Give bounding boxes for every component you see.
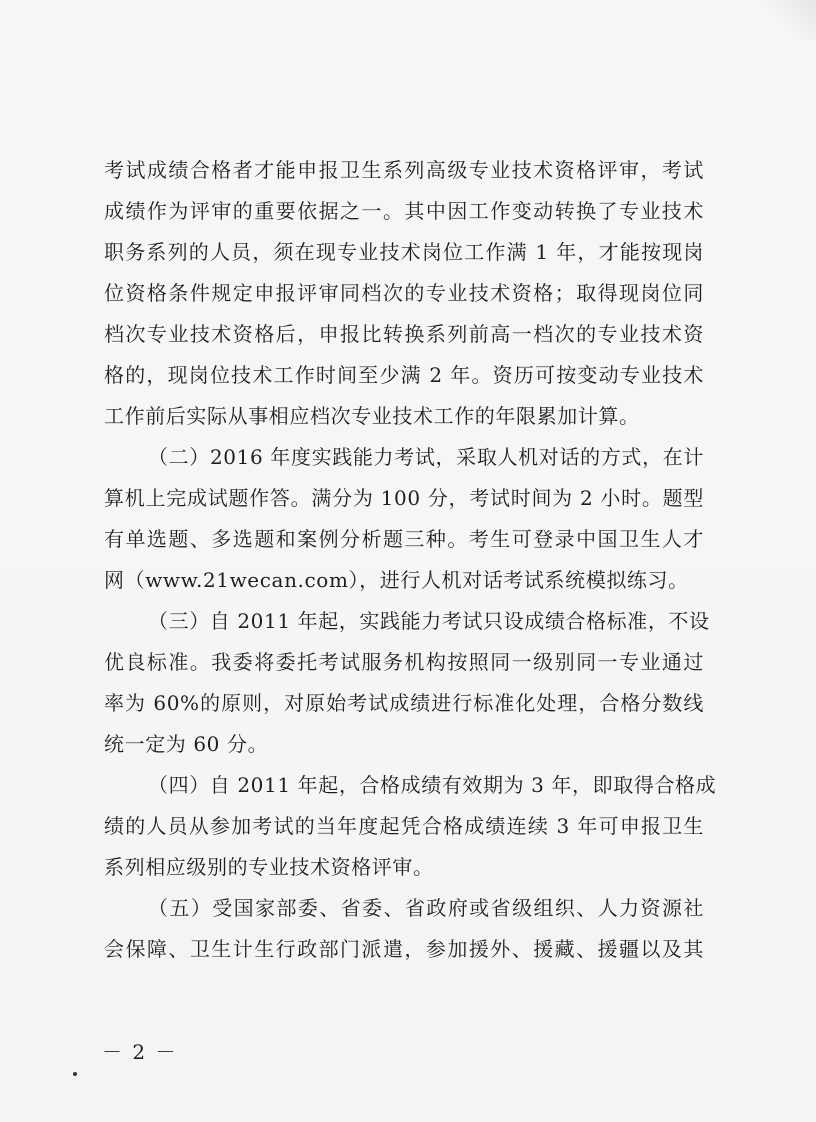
document-body bbox=[104, 150, 717, 970]
body-line-15: 统一定为 60 分。 bbox=[104, 732, 269, 756]
body-line-20: 会保障、卫生计生行政部门派遣，参加援外、援藏、援疆以及其 bbox=[104, 937, 704, 961]
body-line-5: 档次专业技术资格后，申报比转换系列前高一档次的专业技术资 bbox=[104, 322, 704, 346]
body-line-18: 系列相应级别的专业技术资格评审。 bbox=[104, 855, 434, 879]
body-line-13: 优良标准。我委将委托考试服务机构按照同一级别同一专业通过 bbox=[104, 650, 704, 674]
body-line-6: 格的，现岗位技术工作时间至少满 2 年。资历可按变动专业技术 bbox=[104, 363, 704, 387]
scan-corner-shadow bbox=[756, 0, 816, 40]
body-line-1: 考试成绩合格者才能申报卫生系列高级专业技术资格评审，考试 bbox=[104, 158, 704, 182]
scan-speck bbox=[73, 1072, 77, 1076]
body-line-9: 算机上完成试题作答。满分为 100 分，考试时间为 2 小时。题型 bbox=[104, 486, 704, 510]
body-line-17: 绩的人员从参加考试的当年度起凭合格成绩连续 3 年可申报卫生 bbox=[104, 814, 704, 838]
body-line-7: 工作前后实际从事相应档次专业技术工作的年限累加计算。 bbox=[104, 404, 640, 428]
body-line-11: 网（www.21wecan.com），进行人机对话考试系统模拟练习。 bbox=[104, 568, 689, 592]
body-line-2: 成绩作为评审的重要依据之一。其中因工作变动转换了专业技术 bbox=[104, 199, 704, 223]
body-line-19: （五）受国家部委、省委、省政府或省级组织、人力资源社 bbox=[148, 896, 704, 920]
body-line-3: 职务系列的人员，须在现专业技术岗位工作满 1 年，才能按现岗 bbox=[104, 240, 704, 264]
body-line-12: （三）自 2011 年起，实践能力考试只设成绩合格标准，不设 bbox=[148, 609, 710, 633]
body-line-10: 有单选题、多选题和案例分析题三种。考生可登录中国卫生人才 bbox=[104, 527, 704, 551]
body-line-4: 位资格条件规定申报评审同档次的专业技术资格；取得现岗位同 bbox=[104, 281, 704, 305]
body-line-14: 率为 60%的原则，对原始考试成绩进行标准化处理，合格分数线 bbox=[104, 691, 704, 715]
body-line-8: （二）2016 年度实践能力考试，采取人机对话的方式，在计 bbox=[148, 445, 704, 469]
page-number: － 2 － bbox=[102, 1040, 178, 1064]
body-line-16: （四）自 2011 年起，合格成绩有效期为 3 年，即取得合格成 bbox=[148, 773, 717, 797]
